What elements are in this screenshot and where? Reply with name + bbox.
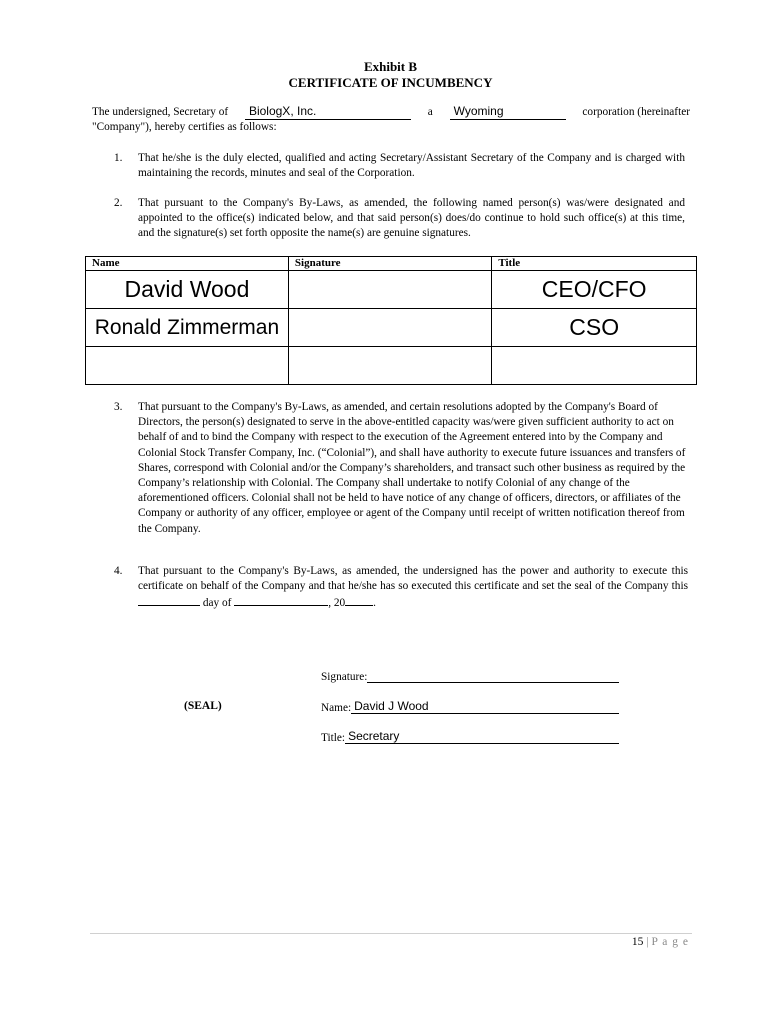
officer-title-cell[interactable] bbox=[492, 347, 697, 385]
seal-label: (SEAL) bbox=[184, 700, 222, 712]
table-row bbox=[86, 309, 697, 347]
name-line-row bbox=[321, 699, 619, 714]
month-blank[interactable] bbox=[234, 594, 328, 606]
table-row bbox=[86, 271, 697, 309]
company-name-field[interactable]: BiologX, Inc. bbox=[245, 104, 411, 120]
title-line-row bbox=[321, 729, 619, 744]
signature-field[interactable] bbox=[367, 669, 619, 683]
intro-paragraph bbox=[92, 104, 690, 135]
item-1-text: That he/she is the duly elected, qualified and acting Secretary/Assistant Secretary of the Company and is charged with maintaining the records, minutes and seal of the Corporation. bbox=[138, 152, 685, 180]
title-label: Title: bbox=[321, 732, 346, 744]
footer-divider bbox=[90, 933, 692, 934]
title-field[interactable]: Secretary bbox=[345, 729, 619, 744]
table-header-row bbox=[86, 257, 697, 271]
page-footer bbox=[632, 936, 689, 948]
officer-title-cell[interactable]: CSO bbox=[492, 309, 697, 347]
item-4-year-prefix: , 20 bbox=[328, 597, 346, 610]
officers-table bbox=[85, 256, 697, 385]
officer-name-cell[interactable] bbox=[86, 347, 289, 385]
day-blank[interactable] bbox=[138, 594, 200, 606]
table-row bbox=[86, 347, 697, 385]
officer-name-cell[interactable]: David Wood bbox=[86, 271, 289, 309]
intro-text-3: corporation (hereinafter bbox=[582, 106, 690, 118]
year-blank[interactable] bbox=[345, 594, 373, 606]
officer-signature-cell[interactable] bbox=[288, 309, 491, 347]
officer-signature-cell[interactable] bbox=[288, 347, 491, 385]
document-title: CERTIFICATE OF INCUMBENCY bbox=[288, 75, 493, 90]
officer-name-cell[interactable]: Ronald Zimmerman bbox=[86, 309, 289, 347]
page-number: 15 bbox=[631, 936, 644, 948]
name-field[interactable]: David J Wood bbox=[351, 699, 619, 714]
intro-text-4: "Company"), hereby certifies as follows: bbox=[92, 121, 277, 134]
officer-title-cell[interactable]: CEO/CFO bbox=[492, 271, 697, 309]
officer-signature-cell[interactable] bbox=[288, 271, 491, 309]
page-separator: | bbox=[646, 936, 649, 948]
intro-text-1: The undersigned, Secretary of bbox=[92, 106, 229, 118]
intro-text-2: a bbox=[427, 106, 433, 118]
item-2-number: 2. bbox=[114, 197, 123, 209]
item-4-text bbox=[138, 564, 688, 612]
item-4-body: That pursuant to the Company's By-Laws, as amended, the undersigned has the power and authority to execute this certificate on behalf of the Company and that he/she has so executed this certificate and set the seal of the Company this bbox=[138, 565, 688, 593]
exhibit-label: Exhibit B bbox=[363, 59, 418, 74]
signature-label: Signature: bbox=[321, 671, 368, 683]
item-2-text: That pursuant to the Company's By-Laws, as amended, the following named person(s) was/were designated and appointed to the office(s) indicated below, and that said person(s) does/do continue to hold such office(s) at this time, and the signature(s) set forth opposite the name(s) are genuine signatures. bbox=[138, 197, 685, 240]
header-name: Name bbox=[86, 257, 289, 271]
item-4-number: 4. bbox=[114, 565, 123, 577]
item-3-text: That pursuant to the Company's By-Laws, as amended, and certain resolutions adopted by the Company's Board of Directors, the person(s) designated to serve in the above-entitled capacity was/were given sufficient authority to act on behalf of and to bind the Company with respect to the execution of the Agreement entered into by the Company and Colonial Stock Transfer Company, Inc. (“Colonial”), and shall have authority to execute future issuances and transfers of Shares, correspond with Colonial and/or the Company’s shareholders, and transact such other business as required by the Company’s relationship with Colonial. The Company shall undertake to notify Colonial of any change of the aforementioned officers. Colonial shall not be held to have notice of any change of officers, directors, or affiliates of the Company or authority of any officer, employee or agent of the Company until receipt of written notification thereof from the Company. bbox=[138, 401, 686, 535]
name-label: Name: bbox=[321, 702, 352, 714]
page-label: P a g e bbox=[651, 936, 689, 948]
header-signature: Signature bbox=[288, 257, 491, 271]
header-title: Title bbox=[492, 257, 697, 271]
item-4-end: . bbox=[373, 597, 376, 610]
item-3-number: 3. bbox=[114, 401, 123, 413]
state-field[interactable]: Wyoming bbox=[450, 104, 566, 120]
item-1-number: 1. bbox=[114, 152, 123, 164]
item-4-day-label: day of bbox=[202, 597, 232, 610]
signature-line-row bbox=[321, 669, 619, 683]
